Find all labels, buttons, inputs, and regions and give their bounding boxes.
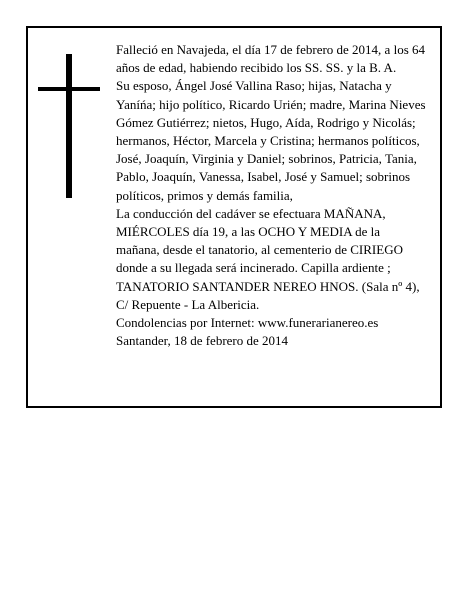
death-announcement: Falleció en Navajeda, el día 17 de febrero de 2014, a los 64 años de edad, habiendo recibido los SS. SS. y la B. A. <box>116 42 425 76</box>
cross-horizontal-bar <box>38 87 100 91</box>
funeral-details: La conducción del cadáver se efectuara MAÑANA, MIÉRCOLES día 19, a las OCHO Y MEDIA de la mañana, desde el tanatorio, al cementerio de CIRIEGO donde a su llegada será incinerado. Capilla ardiente ; TANATORIO SANTANDER NEREO HNOS. (Sala nº 4), C/ Repuente - La Albericia. <box>116 205 420 312</box>
place-date-line: Santander, 18 de febrero de 2014 <box>116 333 289 349</box>
family-list: Su esposo, Ángel José Vallina Raso; hijas, Natacha y Yaníńa; hijo político, Ricardo Urién; madre, Marina Nieves Gómez Gutiérrez; nietos, Hugo, Aída, Rodrigo y Nicolás; hermanos, Héctor, Marcela y Cristina; hermanos políticos, José, Joaquín, Virginia y Daniel; sobrinos, Patricia, Tania, Pablo, Joaquín, Vanessa, Isabel, José y Samuel; sobrinos políticos, primos y demás familia, <box>116 78 426 203</box>
condolences-line: Condolencias por Internet: www.funerarianereo.es <box>116 315 379 331</box>
cross-vertical-bar <box>66 54 72 198</box>
obituary-notice <box>26 26 442 408</box>
cross-icon <box>38 54 100 198</box>
notice-body <box>116 41 426 350</box>
